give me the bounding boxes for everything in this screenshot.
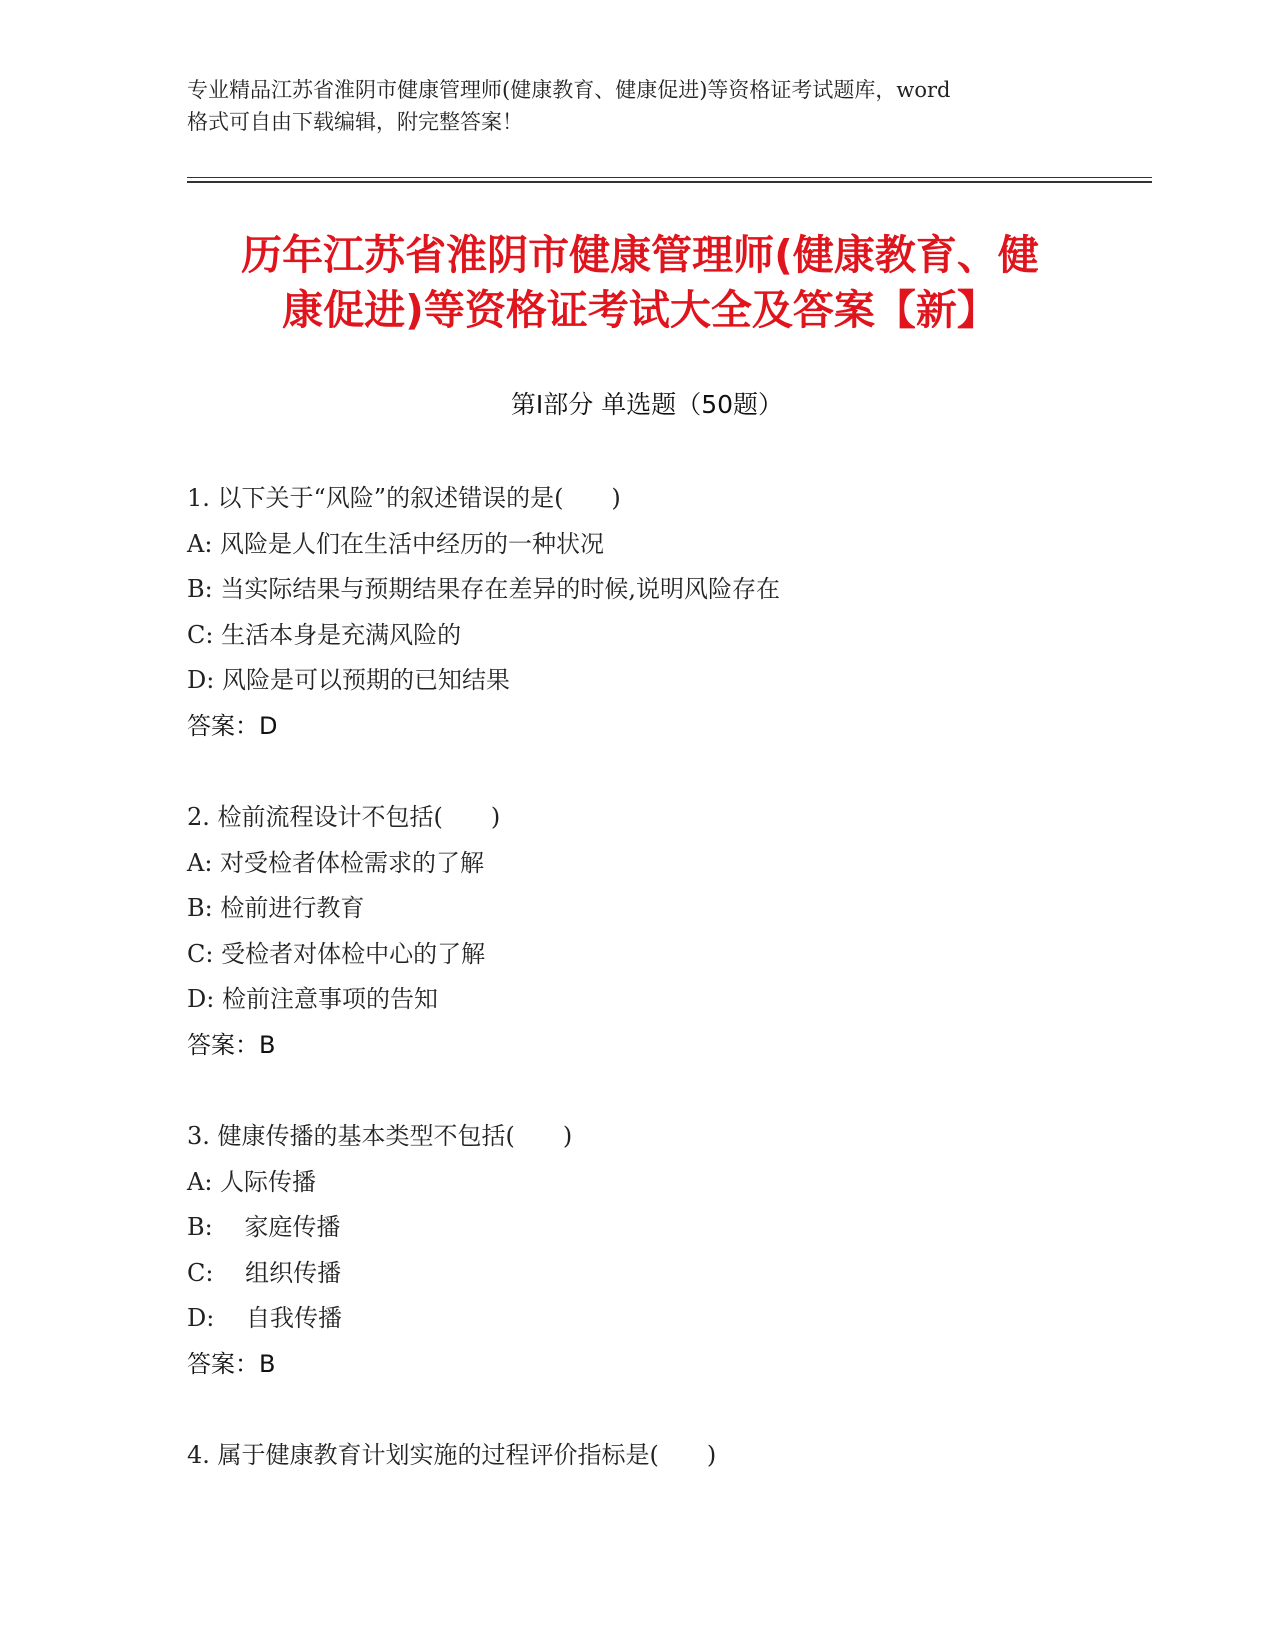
question-block	[187, 1114, 1087, 1387]
question-stem: 2. 检前流程设计不包括( )	[187, 803, 501, 831]
question-block	[187, 476, 1087, 749]
question-stem: 4. 属于健康教育计划实施的过程评价指标是( )	[187, 1441, 717, 1469]
document-title	[180, 228, 1100, 338]
divider-thin	[187, 177, 1152, 178]
option-d: D: 自我传播	[187, 1304, 342, 1332]
header-note-line: 专业精品江苏省淮阴市健康管理师(健康教育、健康促进)等资格证考试题库，word	[187, 78, 951, 102]
option-b: B: 当实际结果与预期结果存在差异的时候,说明风险存在	[187, 575, 780, 603]
option-c: C: 生活本身是充满风险的	[187, 620, 462, 649]
question-stem: 3. 健康传播的基本类型不包括( )	[187, 1122, 573, 1150]
option-c: C: 组织传播	[187, 1258, 342, 1287]
header-note-line: 格式可自由下载编辑，附完整答案！	[187, 110, 523, 134]
option-d: D: 风险是可以预期的已知结果	[187, 666, 510, 694]
question-stem: 1. 以下关于“风险”的叙述错误的是( )	[187, 484, 621, 512]
option-d: D: 检前注意事项的告知	[187, 985, 438, 1013]
title-line: 康促进)等资格证考试大全及答案【新】	[282, 286, 998, 334]
answer: 答案：B	[187, 1030, 276, 1059]
option-c: C: 受检者对体检中心的了解	[187, 939, 486, 968]
option-a: A: 风险是人们在生活中经历的一种状况	[187, 529, 605, 558]
option-b: B: 检前进行教育	[187, 894, 365, 922]
answer: 答案：B	[187, 1349, 276, 1378]
answer: 答案：D	[187, 711, 278, 740]
question-block	[187, 795, 1087, 1068]
section-title: 第Ⅰ部分 单选题（50题）	[510, 390, 784, 419]
divider-thick	[187, 181, 1152, 183]
header-note	[187, 74, 1087, 138]
question-block	[187, 1433, 1087, 1479]
title-line: 历年江苏省淮阴市健康管理师(健康教育、健	[241, 231, 1039, 279]
option-b: B: 家庭传播	[187, 1213, 341, 1241]
option-a: A: 对受检者体检需求的了解	[187, 848, 485, 877]
option-a: A: 人际传播	[187, 1167, 317, 1196]
